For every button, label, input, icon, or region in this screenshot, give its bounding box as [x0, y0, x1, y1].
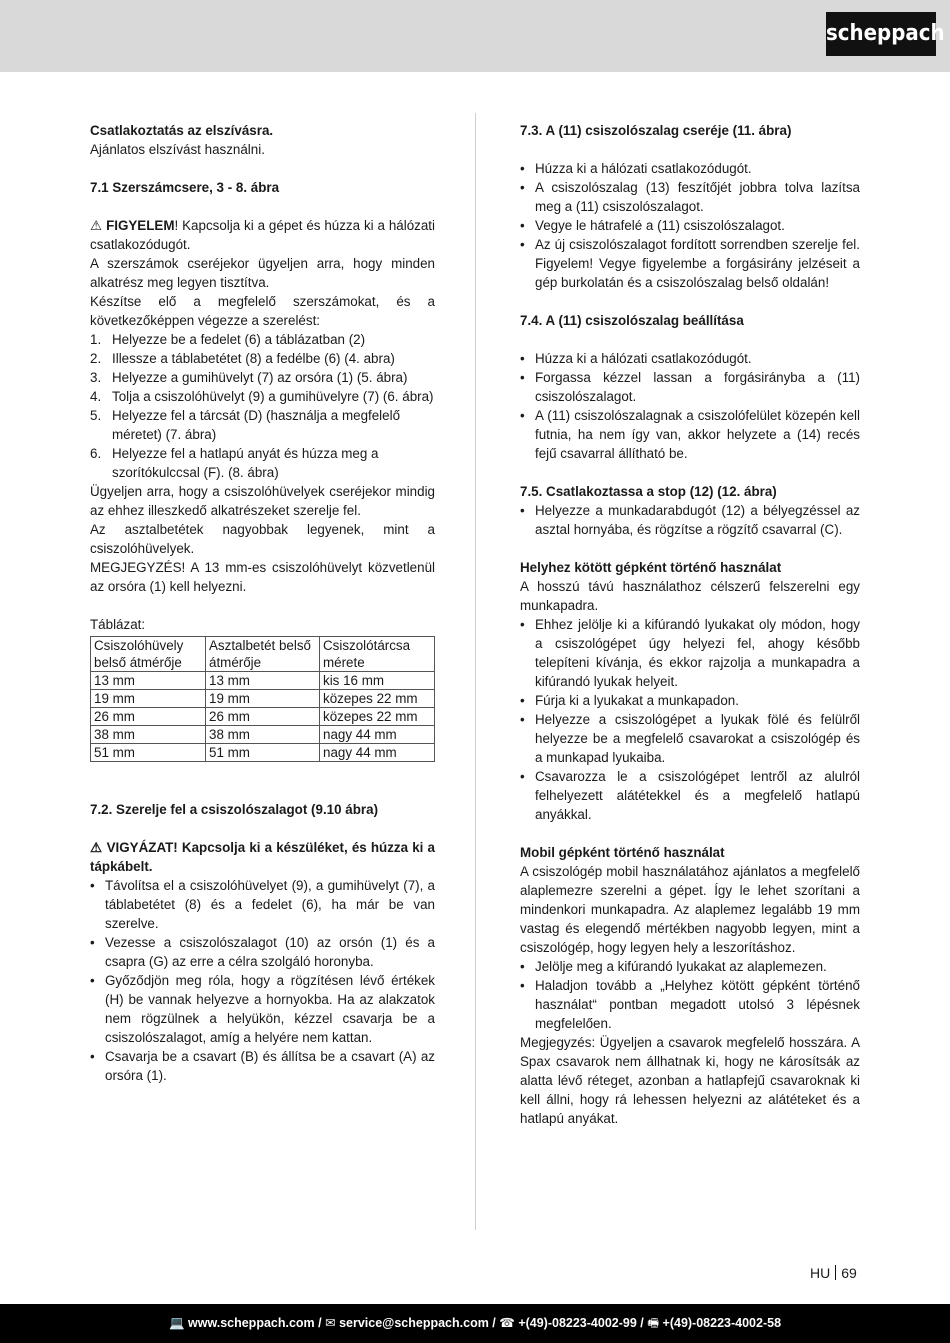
list-item [90, 406, 435, 444]
step-number: 2. [90, 351, 102, 366]
phone-icon: ☎ [499, 1316, 515, 1330]
bullet-list [520, 349, 860, 463]
step-number: 1. [90, 332, 102, 347]
separator: / [314, 1316, 326, 1330]
mobile-use-heading: Mobil gépként történő használat [520, 845, 725, 860]
step-number: 4. [90, 389, 102, 404]
list-item-text: A (11) csiszolószalagnak a csiszolófelület közepén kell futnia, ha nem így van, akkor helyzete a (14) recés fejű csavarral állítható be. [535, 408, 860, 461]
list-item [90, 387, 435, 406]
table-cell: 38 mm [206, 726, 320, 744]
warning-text: ! Kapcsolja ki a gépet és húzza ki a hálózati csatlakozódugót. [90, 218, 435, 252]
section-7-2-heading: 7.2. Szerelje fel a csiszolószalagot (9.10 ábra) [90, 802, 379, 817]
step-number: 3. [90, 370, 102, 385]
list-item-text: A csiszolószalag (13) feszítőjét jobbra tolva lazítsa meg a (11) csiszolószalagot. [535, 180, 860, 214]
table-cell: nagy 44 mm [320, 744, 435, 762]
right-column [520, 121, 860, 1128]
footer-bar [0, 1304, 950, 1343]
table-cell: kis 16 mm [320, 672, 435, 690]
table-header-cell: Csiszolóhüvely belső átmérője [91, 637, 206, 672]
list-item-text: Jelölje meg a kifúrandó lyukakat az alaplemezen. [535, 959, 827, 974]
list-item-text: Ehhez jelölje ki a kifúrandó lyukakat oly módon, hogy a csiszológépet úgy helyezi fel, ahogy később telepíteni kívánja, és ekkor rajzolja a munkapadra a kifúrandó lyukak helyeit. [535, 617, 860, 689]
page-number-separator [835, 1265, 836, 1280]
fixed-use-heading: Helyhez kötött gépként történő használat [520, 560, 782, 575]
table-row [91, 690, 435, 708]
paragraph: A hosszú távú használathoz célszerű felszerelni egy munkapadra. [520, 579, 860, 613]
table-cell: közepes 22 mm [320, 690, 435, 708]
step-number: 6. [90, 446, 102, 461]
section-7-1-heading: 7.1 Szerszámcsere, 3 - 8. ábra [90, 180, 280, 195]
note-paragraph: MEGJEGYZÉS! A 13 mm-es csiszolóhüvelyt közvetlenül az orsóra (1) kell helyezni. [90, 560, 435, 594]
intro-heading: Csatlakoztatás az elszívásra. [90, 123, 274, 138]
list-item [90, 444, 435, 482]
list-item: • A csiszolószalag (13) feszítőjét jobbra tolva lazítsa meg a (11) csiszolószalagot. [520, 180, 860, 214]
table-cell: 13 mm [91, 672, 206, 690]
column-divider [475, 113, 476, 1230]
list-item: • Vegye le hátrafelé a (11) csiszolószalagot. [520, 218, 785, 233]
fax-number: +(49)-08223-4002-58 [662, 1316, 782, 1330]
table-cell: 38 mm [91, 726, 206, 744]
table-cell: 26 mm [91, 708, 206, 726]
table-header-cell: Asztalbetét belső átmérője [206, 637, 320, 672]
paragraph: Készítse elő a megfelelő szerszámokat, és a következőképpen végezze a szerelést: [90, 294, 435, 328]
bullet-list [520, 501, 860, 539]
list-item: • Húzza ki a hálózati csatlakozódugót. [520, 351, 752, 366]
list-item-text: Távolítsa el a csiszolóhüvelyet (9), a gumihüvelyt (7), a táblabetétet (8) és a fedelet (6), ha már be van szerelve. [105, 878, 435, 931]
step-text: Helyezze fel a tárcsát (D) (használja a megfelelő méretet) (7. ábra) [112, 408, 401, 442]
list-item: • Győződjön meg róla, hogy a rögzítésen lévő értékek (H) be vannak helyezve a hornyokba. Ha az alakzatok nem rögzülnek a helyükön, kézzel csavarja be a csiszolószalagot, amíg a helyére nem kattan. [90, 973, 435, 1045]
list-item: • Forgassa kézzel lassan a forgásirányba a (11) csiszolószalagot. [520, 370, 860, 404]
table-cell: 19 mm [91, 690, 206, 708]
table-cell: 13 mm [206, 672, 320, 690]
list-item: • Fúrja ki a lyukakat a munkapadon. [520, 693, 739, 708]
bullet-list [520, 957, 860, 1033]
header-bar [0, 0, 950, 72]
list-item-text: Az új csiszolószalagot fordított sorrendben szerelje fel. Figyelem! Vegye figyelembe a forgásirány jelzéseit a gép burkolatán és a csiszolószalag belső oldalán! [535, 237, 860, 290]
step-number: 5. [90, 408, 102, 423]
section-7-3-heading: 7.3. A (11) csiszolószalag cseréje (11. ábra) [520, 123, 792, 138]
list-item: • Csavarja be a csavart (B) és állítsa be a csavart (A) az orsóra (1). [90, 1049, 435, 1083]
table-row [91, 708, 435, 726]
table-row [91, 726, 435, 744]
bullet-list [90, 876, 435, 1085]
steps-list [90, 330, 435, 482]
section-7-4-heading: 7.4. A (11) csiszolószalag beállítása [520, 313, 744, 328]
list-item: • Távolítsa el a csiszolóhüvelyet (9), a gumihüvelyt (7), a táblabetétet (8) és a fedelet (6), ha már be van szerelve. [90, 878, 435, 931]
table-cell: közepes 22 mm [320, 708, 435, 726]
section-7-5-heading: 7.5. Csatlakoztassa a stop (12) (12. ábra) [520, 484, 777, 499]
table-cell: 51 mm [206, 744, 320, 762]
computer-icon: 💻 [168, 1316, 185, 1330]
table-row [91, 672, 435, 690]
step-text: Illessze a táblabetétet (8) a fedélbe (6) (4. abra) [112, 351, 395, 366]
list-item-text: Győződjön meg róla, hogy a rögzítésen lévő értékek (H) be vannak helyezve a hornyokba. Ha az alakzatok nem rögzülnek a helyükön, kézzel csavarja be a csiszolószalagot, amíg a helyére nem kattan. [105, 973, 435, 1045]
table-header-row [91, 637, 435, 672]
list-item [90, 330, 435, 349]
paragraph: A szerszámok cseréjekor ügyeljen arra, hogy minden alkatrész meg legyen tisztítva. [90, 256, 435, 290]
list-item-text: Vezesse a csiszolószalagot (10) az orsón (1) és a csapra (G) az erre a célra szolgáló horonyba. [105, 935, 435, 969]
list-item-text: Húzza ki a hálózati csatlakozódugót. [535, 161, 752, 176]
intro-text: Ajánlatos elszívást használni. [90, 142, 265, 157]
warning-icon: ⚠ [90, 840, 103, 855]
step-text: Helyezze be a fedelet (6) a táblázatban (2) [112, 332, 366, 347]
paragraph: Ügyeljen arra, hogy a csiszolóhüvelyek cseréjekor mindig az ehhez illeszkedő alkatrészeket szerelje fel. [90, 484, 435, 518]
list-item: • Csavarozza le a csiszológépet lentről az alulról felhelyezett alátétekkel és a megfelelő hatlapú anyákkal. [520, 769, 860, 822]
list-item: • Ehhez jelölje ki a kifúrandó lyukakat oly módon, hogy a csiszológépet úgy helyezi fel, ahogy később telepíteni kívánja, és ekkor rajzolja a munkapadra a kifúrandó lyukak helyeit. [520, 617, 860, 689]
list-item: • Húzza ki a hálózati csatlakozódugót. [520, 161, 752, 176]
table-cell: 51 mm [91, 744, 206, 762]
warning-paragraph [90, 216, 435, 254]
bullet-list [520, 159, 860, 292]
list-item-text: Csavarja be a csavart (B) és állítsa be a csavart (A) az orsóra (1). [105, 1049, 435, 1083]
brand-logo: scheppach [826, 12, 936, 56]
separator: / [636, 1316, 648, 1330]
list-item: • Az új csiszolószalagot fordított sorrendben szerelje fel. Figyelem! Vegye figyelembe a forgásirány jelzéseit a gép burkolatán és a csiszolószalag belső oldalán! [520, 237, 860, 290]
list-item [90, 349, 435, 368]
bullet-list [520, 615, 860, 824]
warning-icon: ⚠ [90, 218, 103, 233]
table-header-cell: Csiszolótárcsa mérete [320, 637, 435, 672]
list-item-text: Helyezze a csiszológépet a lyukak fölé és felülről helyezze be a megfelelő csavarokat a csiszológép és a munkapad lyukaiba. [535, 712, 860, 765]
step-text: Helyezze a gumihüvelyt (7) az orsóra (1) (5. ábra) [112, 370, 408, 385]
table-cell: nagy 44 mm [320, 726, 435, 744]
phone-number[interactable]: +(49)-08223-4002-99 [518, 1316, 637, 1330]
warning-word: FIGYELEM [106, 218, 175, 233]
list-item-text: Húzza ki a hálózati csatlakozódugót. [535, 351, 752, 366]
list-item: • Helyezze a munkadarabdugót (12) a bélyegzéssel az asztal hornyába, és rögzítse a rögzítő csavarral (C). [520, 503, 860, 537]
step-text: Tolja a csiszolóhüvelyt (9) a gumihüvelyre (7) (6. ábra) [112, 389, 434, 404]
fax-icon: 🖷 [647, 1316, 660, 1330]
website-link[interactable]: www.scheppach.com [188, 1316, 315, 1330]
table-cell: 26 mm [206, 708, 320, 726]
list-item [90, 368, 435, 387]
language-code: HU [810, 1265, 831, 1281]
table-cell: 19 mm [206, 690, 320, 708]
left-column [90, 121, 435, 1085]
list-item-text: Helyezze a munkadarabdugót (12) a bélyegzéssel az asztal hornyába, és rögzítse a rögzítő csavarral (C). [535, 503, 860, 537]
note-paragraph: Megjegyzés: Ügyeljen a csavarok megfelelő hosszára. A Spax csavarok nem állhatnak ki, hogy ne károsítsák az alatta lévő réteget, azonban a hatlapfejű csavaroknak ki kell állni, hogy rá lehessen helyezni az alátéteket és a hatlapú anyákat. [520, 1035, 860, 1126]
table-row [91, 744, 435, 762]
page-number-value: 69 [841, 1265, 857, 1281]
page-number [810, 1264, 857, 1283]
mail-icon: ✉ [325, 1316, 336, 1330]
list-item-text: Forgassa kézzel lassan a forgásirányba a (11) csiszolószalagot. [535, 370, 860, 404]
list-item-text: Vegye le hátrafelé a (11) csiszolószalagot. [535, 218, 785, 233]
list-item: • Haladjon tovább a „Helyhez kötött gépként történő használat“ pontban megadott utolsó 3 lépésnek megfelelően. [520, 978, 860, 1031]
list-item: • Jelölje meg a kifúrandó lyukakat az alaplemezen. [520, 959, 827, 974]
warning-text: VIGYÁZAT! Kapcsolja ki a készüléket, és húzza ki a tápkábelt. [90, 840, 435, 874]
paragraph: A csiszológép mobil használatához ajánlatos a megfelelő alaplemezre szerelni a gépet. Így le lehet szorítani a mindenkori munkapadra. Az alaplemez legalább 19 mm vastag és elegendő mértékben nagyobb legyen, mint a csiszológép, hogy legyen hely a leszorításhoz. [520, 864, 860, 955]
list-item: • Helyezze a csiszológépet a lyukak fölé és felülről helyezze be a megfelelő csavarokat a csiszológép és a munkapad lyukaiba. [520, 712, 860, 765]
table-label: Táblázat: [90, 617, 146, 632]
paragraph: Az asztalbetétek nagyobbak legyenek, mint a csiszolóhüvelyek. [90, 522, 435, 556]
warning-paragraph [90, 838, 435, 876]
list-item: • Vezesse a csiszolószalagot (10) az orsón (1) és a csapra (G) az erre a célra szolgáló horonyba. [90, 935, 435, 969]
step-text: Helyezze fel a hatlapú anyát és húzza meg a szorítókulccsal (F). (8. ábra) [112, 446, 379, 480]
list-item: • A (11) csiszolószalagnak a csiszolófelület közepén kell futnia, ha nem így van, akkor helyzete a (14) recés fejű csavarral állítható be. [520, 408, 860, 461]
list-item-text: Haladjon tovább a „Helyhez kötött gépként történő használat“ pontban megadott utolsó 3 lépésnek megfelelően. [535, 978, 860, 1031]
email-link[interactable]: service@scheppach.com [339, 1316, 489, 1330]
separator: / [488, 1316, 500, 1330]
list-item-text: Fúrja ki a lyukakat a munkapadon. [535, 693, 739, 708]
list-item-text: Csavarozza le a csiszológépet lentről az alulról felhelyezett alátétekkel és a megfelelő hatlapú anyákkal. [535, 769, 860, 822]
size-table [90, 636, 435, 762]
